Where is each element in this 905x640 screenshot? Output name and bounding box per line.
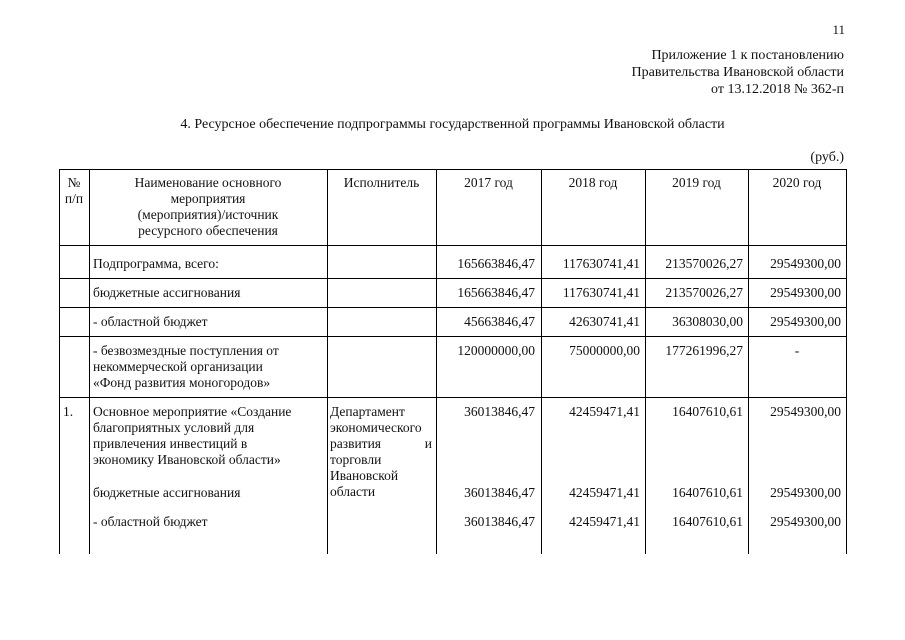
grid-line — [327, 169, 328, 554]
row-name: Подпрограмма, всего: — [93, 256, 219, 271]
executor-line: Департамент — [330, 404, 405, 419]
row-name: - областной бюджет — [93, 514, 208, 529]
cell-2019: 16407610,61 — [672, 404, 743, 419]
header-text: п/п — [64, 191, 84, 206]
cell-2020: 29549300,00 — [770, 256, 841, 271]
header-executor: Исполнитель — [343, 175, 420, 190]
cell-2017: 36013846,47 — [464, 404, 535, 419]
header-2017: 2017 год — [464, 175, 513, 190]
row-name-line: некоммерческой организации — [93, 359, 263, 374]
row-name: бюджетные ассигнования — [93, 485, 241, 500]
header-text: (мероприятия)/источник — [137, 207, 279, 222]
cell-2019: 16407610,61 — [672, 514, 743, 529]
executor-line: торговли — [330, 452, 382, 467]
header-2019: 2019 год — [672, 175, 721, 190]
cell-2020: 29549300,00 — [770, 285, 841, 300]
header-text: мероприятия — [170, 191, 246, 206]
row-name-line: - безвозмездные поступления от — [93, 343, 279, 358]
row-name-line: Основное мероприятие «Создание — [93, 404, 292, 419]
header-2020: 2020 год — [772, 175, 822, 190]
executor-line: области — [330, 484, 376, 499]
grid-line — [59, 336, 846, 337]
cell-2020: 29549300,00 — [770, 404, 841, 419]
cell-2019: 213570026,27 — [665, 285, 743, 300]
cell-2017: 165663846,47 — [457, 285, 535, 300]
appendix-line: Приложение 1 к постановлению — [651, 48, 844, 63]
row-name-line: «Фонд развития моногородов» — [93, 375, 271, 390]
row-name — [93, 343, 279, 391]
row-name: бюджетные ассигнования — [93, 285, 241, 300]
cell-2019: 213570026,27 — [665, 256, 743, 271]
grid-line — [59, 169, 60, 554]
row-name: - областной бюджет — [93, 314, 208, 329]
cell-2019: 177261996,27 — [665, 343, 743, 358]
grid-line — [59, 278, 846, 279]
row-name-line: привлечения инвестиций в — [93, 436, 248, 451]
cell-2018: 42459471,41 — [569, 404, 640, 419]
row-name-line: благоприятных условий для — [93, 420, 255, 435]
cell-2020: 29549300,00 — [770, 485, 841, 500]
cell-2019: 16407610,61 — [672, 485, 743, 500]
executor-line: экономического — [330, 420, 422, 435]
executor-line — [330, 436, 432, 452]
cell-2017: 45663846,47 — [464, 314, 535, 329]
executor-word: и — [424, 436, 432, 451]
unit-label: (руб.) — [810, 150, 844, 165]
cell-2018: 42459471,41 — [569, 514, 640, 529]
grid-line — [59, 307, 846, 308]
executor-line: Ивановской — [330, 468, 399, 483]
page-number: 11 — [832, 22, 845, 37]
appendix-line: от 13.12.2018 № 362-п — [711, 82, 844, 97]
cell-2020: - — [794, 343, 800, 358]
cell-2020: 29549300,00 — [770, 314, 841, 329]
cell-2018: 42459471,41 — [569, 485, 640, 500]
cell-2018: 117630741,41 — [562, 285, 640, 300]
cell-2017: 165663846,47 — [457, 256, 535, 271]
header-text: ресурсного обеспечения — [138, 223, 278, 238]
row-number: 1. — [63, 404, 74, 419]
cell-2019: 36308030,00 — [672, 314, 743, 329]
header-text: Наименование основного — [134, 175, 282, 190]
cell-2017: 36013846,47 — [464, 485, 535, 500]
cell-2017: 36013846,47 — [464, 514, 535, 529]
grid-line — [59, 397, 846, 398]
resource-table — [59, 169, 846, 554]
cell-2018: 75000000,00 — [569, 343, 640, 358]
appendix-note — [632, 47, 844, 98]
grid-line — [59, 169, 846, 170]
cell-2020: 29549300,00 — [770, 514, 841, 529]
header-text: № — [67, 175, 81, 190]
grid-line — [59, 245, 846, 246]
row-name-line: экономику Ивановской области» — [93, 452, 281, 467]
row-name — [93, 404, 291, 468]
header-num — [59, 175, 89, 207]
header-name — [89, 175, 327, 239]
grid-line — [846, 169, 847, 554]
cell-2017: 120000000,00 — [457, 343, 535, 358]
executor-cell — [330, 404, 432, 500]
appendix-line: Правительства Ивановской области — [631, 65, 844, 80]
header-2018: 2018 год — [568, 175, 618, 190]
section-title: 4. Ресурсное обеспечение подпрограммы государственной программы Ивановской области — [180, 117, 725, 132]
executor-word: развития — [330, 436, 382, 451]
cell-2018: 42630741,41 — [569, 314, 640, 329]
cell-2018: 117630741,41 — [562, 256, 640, 271]
